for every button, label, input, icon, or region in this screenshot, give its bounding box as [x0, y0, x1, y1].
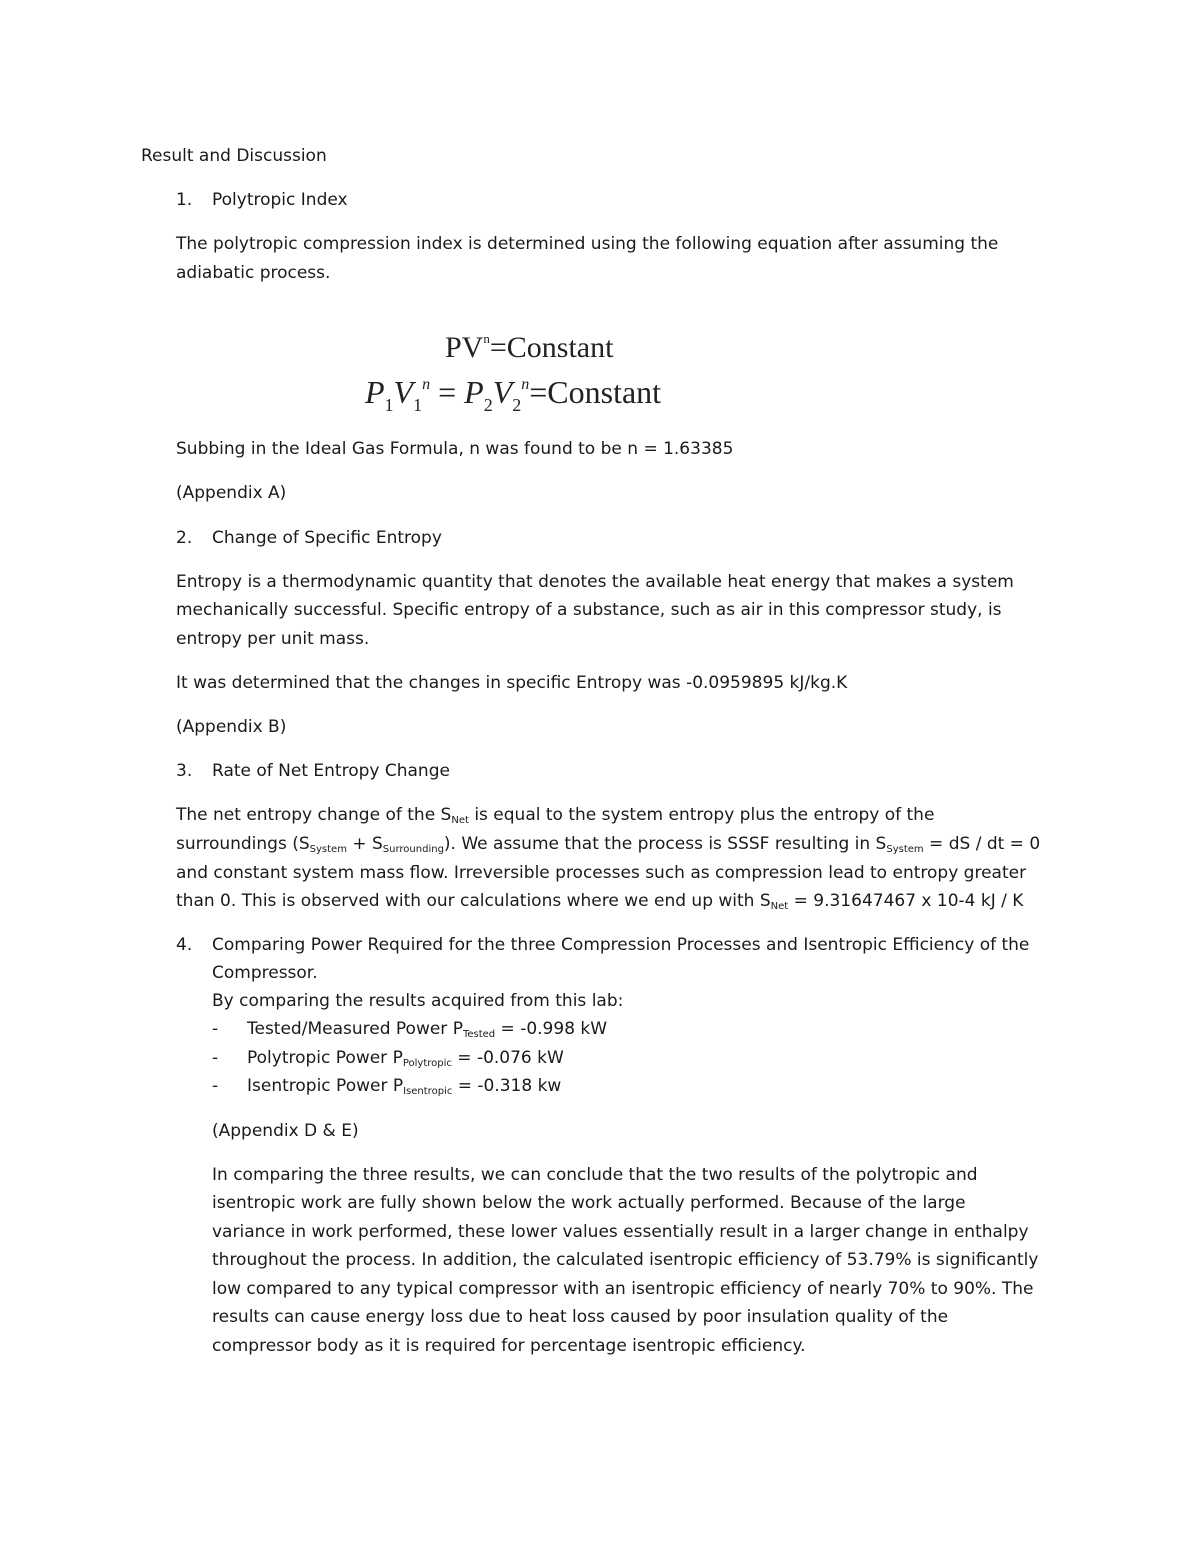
section-1-appendix: (Appendix A) — [176, 483, 287, 503]
list-item-isentropic-power: Isentropic Power $P_{Isentropic} = -0.318$ kw — [247, 1076, 562, 1097]
section-2-result: It was determined that the changes in specific Entropy was -0.0959895 kJ/kg.K — [176, 673, 848, 693]
equation-p1v1-p2v2: $P_1V_1^n$ = $P_2V_2^n=Constant$ — [365, 374, 662, 415]
section-2-title: Change of Specific Entropy — [212, 528, 442, 548]
section-1-title: Polytropic Index — [212, 190, 348, 210]
list-item-tested-power: Tested/Measured Power $P_{Tested} = -0.998$ kW — [247, 1019, 608, 1040]
section-4-intro: By comparing the results acquired from this lab: — [212, 991, 624, 1011]
section-4-title-line-2: Compressor. — [212, 963, 318, 983]
page-heading: Result and Discussion — [141, 146, 327, 166]
equation-pvn-constant: $PV^n=Constant$ — [445, 331, 614, 364]
section-4-appendix: (Appendix D & E) — [212, 1121, 359, 1141]
section-3-line-2: surroundings $(S_{System} + S_{Surrounding})$. We assume that the process is SSSF resulting in $S_{System}$ = dS / dt = 0 — [176, 834, 1041, 855]
section-2-appendix: (Appendix B) — [176, 717, 287, 737]
section-3-number: 3. — [176, 761, 193, 781]
section-4-number: 4. — [176, 935, 193, 955]
section-1-number: 1. — [176, 190, 193, 210]
section-4-paragraph-line-6: results can cause energy loss due to heat loss caused by poor insulation quality of the — [212, 1307, 949, 1327]
section-4-paragraph-line-1: In comparing the three results, we can conclude that the two results of the polytropic and — [212, 1165, 978, 1185]
section-2-paragraph-line-3: entropy per unit mass. — [176, 629, 370, 649]
section-4-paragraph-line-2: isentropic work are fully shown below the work actually performed. Because of the large — [212, 1193, 966, 1213]
section-4-paragraph-line-7: compressor body as it is required for percentage isentropic efficiency. — [212, 1336, 806, 1356]
section-4-paragraph-line-4: throughout the process. In addition, the calculated isentropic efficiency of 53.79% is significantly — [212, 1250, 1039, 1270]
list-bullet-dash: - — [212, 1048, 219, 1068]
list-item-polytropic-power: Polytropic Power $P_{Polytropic} = -0.076$ kW — [247, 1048, 564, 1069]
section-1-paragraph-line-2: adiabatic process. — [176, 263, 331, 283]
section-4-paragraph-line-5: low compared to any typical compressor with an isentropic efficiency of nearly 70% to 90%. The — [212, 1279, 1034, 1299]
section-3-line-3: and constant system mass flow. Irreversible processes such as compression lead to entropy greater — [176, 863, 1027, 883]
section-4-paragraph-line-3: variance in work performed, these lower values essentially result in a larger change in enthalpy — [212, 1222, 1029, 1242]
section-3-line-4: than 0. This is observed with our calculations where we end up with $S_{Net} = 9.31647467$ x 10-4 kJ / K — [176, 891, 1024, 912]
section-2-paragraph-line-1: Entropy is a thermodynamic quantity that denotes the available heat energy that makes a system — [176, 572, 1014, 592]
section-2-number: 2. — [176, 528, 193, 548]
list-bullet-dash: - — [212, 1076, 219, 1096]
section-1-result: Subbing in the Ideal Gas Formula, n was found to be n = 1.63385 — [176, 439, 734, 459]
section-3-title: Rate of Net Entropy Change — [212, 761, 450, 781]
section-3-line-1: The net entropy change of the $S_{Net}$ is equal to the system entropy plus the entropy of the — [176, 805, 935, 826]
section-2-paragraph-line-2: mechanically successful. Specific entropy of a substance, such as air in this compressor study, is — [176, 600, 1002, 620]
section-4-title-line-1: Comparing Power Required for the three Compression Processes and Isentropic Efficiency of the — [212, 935, 1030, 955]
section-1-paragraph-line-1: The polytropic compression index is determined using the following equation after assuming the — [176, 234, 999, 254]
list-bullet-dash: - — [212, 1019, 219, 1039]
